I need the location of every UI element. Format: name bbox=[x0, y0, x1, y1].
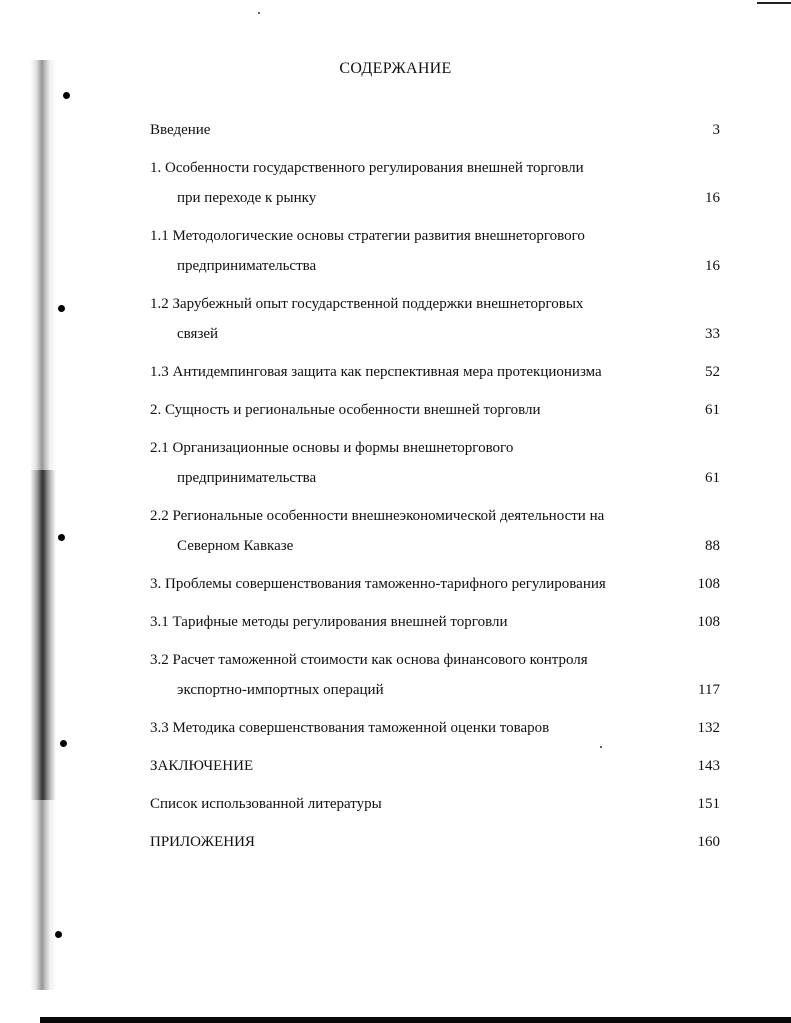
toc-entry-title: 3.1 Тарифные методы регулирования внешней торговли bbox=[150, 614, 508, 630]
toc-page-number: 52 bbox=[705, 364, 720, 380]
toc-spacer bbox=[150, 425, 720, 433]
toc-entry-title: Введение bbox=[150, 122, 211, 138]
toc-spacer bbox=[150, 781, 720, 789]
table-of-contents bbox=[150, 115, 720, 857]
toc-entry-line bbox=[150, 645, 720, 675]
toc-entry-continuation bbox=[150, 531, 720, 561]
toc-entry bbox=[150, 713, 720, 743]
toc-entry-line bbox=[150, 713, 720, 743]
toc-entry-title: ЗАКЛЮЧЕНИЕ bbox=[150, 758, 254, 774]
toc-entry-title: 1. Особенности государственного регулирования внешней торговли bbox=[150, 160, 584, 176]
toc-entry-line bbox=[150, 501, 720, 531]
toc-page-number: 108 bbox=[697, 576, 720, 592]
punch-hole-mark bbox=[58, 305, 65, 312]
page-title: СОДЕРЖАНИЕ bbox=[339, 60, 452, 77]
toc-entry-title: 2.2 Региональные особенности внешнеэкономической деятельности на bbox=[150, 508, 605, 524]
corner-mark bbox=[757, 2, 791, 4]
toc-page-number: 61 bbox=[705, 470, 720, 486]
toc-entry-line bbox=[150, 607, 720, 637]
scan-speck bbox=[258, 12, 260, 14]
toc-entry-line bbox=[150, 357, 720, 387]
toc-entry-title: 3.3 Методика совершенствования таможенной оценки товаров bbox=[150, 720, 550, 736]
toc-entry bbox=[150, 751, 720, 781]
toc-page-number: 16 bbox=[705, 190, 720, 206]
toc-page-number: 88 bbox=[705, 538, 720, 554]
toc-entry-continuation bbox=[150, 319, 720, 349]
toc-page-number: 143 bbox=[697, 758, 720, 774]
toc-entry-title: 1.2 Зарубежный опыт государственной поддержки внешнеторговых bbox=[150, 296, 584, 312]
toc-entry-title: Список использованной литературы bbox=[150, 796, 382, 812]
toc-spacer bbox=[150, 387, 720, 395]
toc-page-number: 160 bbox=[697, 834, 720, 850]
toc-entry-line bbox=[150, 789, 720, 819]
toc-entry-line bbox=[150, 221, 720, 251]
toc-page-number: 132 bbox=[697, 720, 720, 736]
toc-spacer bbox=[150, 637, 720, 645]
toc-page-number: 117 bbox=[698, 682, 720, 698]
toc-entry bbox=[150, 115, 720, 145]
scan-binding-shadow-dark bbox=[30, 470, 56, 800]
toc-spacer bbox=[150, 145, 720, 153]
toc-page-number: 33 bbox=[705, 326, 720, 342]
toc-page-number: 61 bbox=[705, 402, 720, 418]
toc-spacer bbox=[150, 743, 720, 751]
toc-entry-title: предпринимательства bbox=[177, 470, 317, 486]
toc-entry bbox=[150, 221, 720, 281]
toc-spacer bbox=[150, 493, 720, 501]
toc-entry bbox=[150, 433, 720, 493]
toc-entry bbox=[150, 153, 720, 213]
toc-spacer bbox=[150, 705, 720, 713]
toc-entry-title: 2. Сущность и региональные особенности внешней торговли bbox=[150, 402, 541, 418]
toc-spacer bbox=[150, 819, 720, 827]
punch-hole-mark bbox=[60, 740, 67, 747]
toc-entry-line bbox=[150, 433, 720, 463]
toc-entry-line bbox=[150, 827, 720, 857]
toc-entry bbox=[150, 289, 720, 349]
toc-page-number: 3 bbox=[712, 122, 720, 138]
toc-entry-continuation bbox=[150, 675, 720, 705]
toc-entry bbox=[150, 789, 720, 819]
toc-entry-title: при переходе к рынку bbox=[177, 190, 317, 206]
toc-entry-line bbox=[150, 751, 720, 781]
toc-entry-line bbox=[150, 569, 720, 599]
toc-entry-line bbox=[150, 395, 720, 425]
toc-entry bbox=[150, 501, 720, 561]
toc-entry-line bbox=[150, 289, 720, 319]
toc-entry bbox=[150, 607, 720, 637]
toc-page-number: 151 bbox=[697, 796, 720, 812]
punch-hole-mark bbox=[55, 931, 62, 938]
toc-entry bbox=[150, 357, 720, 387]
toc-entry-title: предпринимательства bbox=[177, 258, 317, 274]
toc-entry bbox=[150, 569, 720, 599]
toc-entry-line bbox=[150, 153, 720, 183]
toc-entry-title: 1.3 Антидемпинговая защита как перспективная мера протекционизма bbox=[150, 364, 602, 380]
toc-spacer bbox=[150, 561, 720, 569]
toc-entry-title: 3.2 Расчет таможенной стоимости как основа финансового контроля bbox=[150, 652, 588, 668]
toc-entry bbox=[150, 645, 720, 705]
toc-entry-title: экспортно-импортных операций bbox=[177, 682, 384, 698]
punch-hole-mark bbox=[63, 92, 70, 99]
toc-entry-continuation bbox=[150, 251, 720, 281]
toc-entry-title: 3. Проблемы совершенствования таможенно-тарифного регулирования bbox=[150, 576, 606, 592]
toc-spacer bbox=[150, 213, 720, 221]
toc-entry bbox=[150, 395, 720, 425]
toc-entry-title: связей bbox=[177, 326, 219, 342]
toc-entry bbox=[150, 827, 720, 857]
toc-entry-title: 2.1 Организационные основы и формы внешнеторгового bbox=[150, 440, 514, 456]
toc-entry-title: ПРИЛОЖЕНИЯ bbox=[150, 834, 255, 850]
toc-page-number: 108 bbox=[697, 614, 720, 630]
scan-bottom-edge bbox=[40, 1017, 791, 1023]
toc-entry-continuation bbox=[150, 183, 720, 213]
toc-spacer bbox=[150, 281, 720, 289]
toc-page-number: 16 bbox=[705, 258, 720, 274]
toc-entry-line bbox=[150, 115, 720, 145]
toc-entry-title: 1.1 Методологические основы стратегии развития внешнеторгового bbox=[150, 228, 585, 244]
toc-entry-continuation bbox=[150, 463, 720, 493]
punch-hole-mark bbox=[58, 534, 65, 541]
toc-entry-title: Северном Кавказе bbox=[177, 538, 294, 554]
toc-spacer bbox=[150, 349, 720, 357]
toc-spacer bbox=[150, 599, 720, 607]
